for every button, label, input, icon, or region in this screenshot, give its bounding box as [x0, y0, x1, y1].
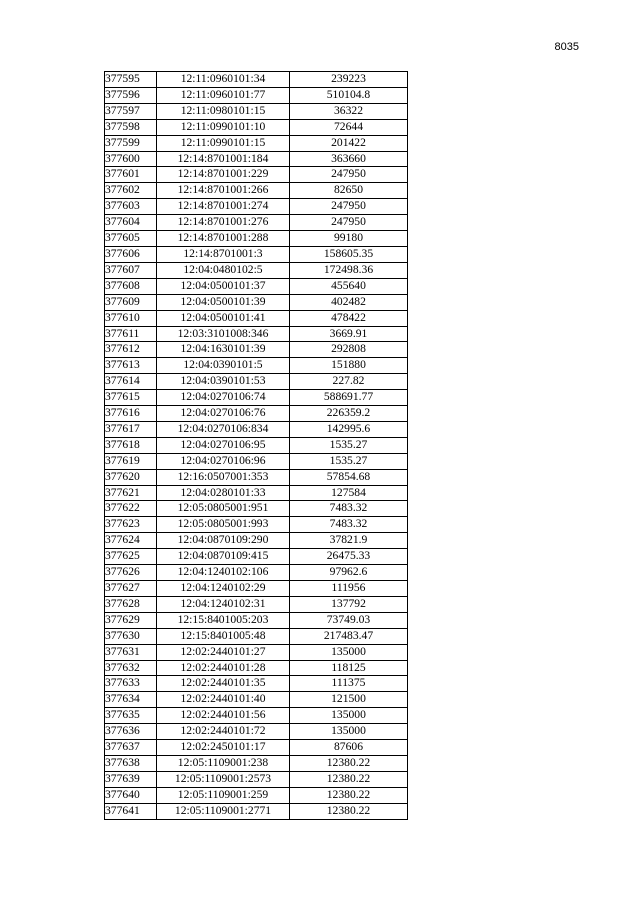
cadastral-number-cell: 12:04:0270106:95: [157, 437, 290, 453]
table-row: [105, 485, 408, 501]
record-id-cell: 377630: [105, 628, 157, 644]
table-row: [105, 326, 408, 342]
value-cell: 478422: [290, 310, 408, 326]
record-id-cell: 377636: [105, 724, 157, 740]
cadastral-number-cell: 12:02:2440101:28: [157, 660, 290, 676]
table-body: [105, 72, 408, 820]
table-row: [105, 660, 408, 676]
record-id-cell: 377599: [105, 135, 157, 151]
record-id-cell: 377600: [105, 151, 157, 167]
table-row: [105, 740, 408, 756]
value-cell: 121500: [290, 692, 408, 708]
value-cell: 127584: [290, 485, 408, 501]
cadastral-number-cell: 12:05:0805001:993: [157, 517, 290, 533]
value-cell: 137792: [290, 596, 408, 612]
value-cell: 455640: [290, 278, 408, 294]
value-cell: 111375: [290, 676, 408, 692]
record-id-cell: 377614: [105, 374, 157, 390]
record-id-cell: 377626: [105, 565, 157, 581]
cadastral-number-cell: 12:04:1240102:31: [157, 596, 290, 612]
table-row: [105, 215, 408, 231]
value-cell: 217483.47: [290, 628, 408, 644]
table-row: [105, 581, 408, 597]
cadastral-number-cell: 12:04:1240102:106: [157, 565, 290, 581]
table-row: [105, 612, 408, 628]
cadastral-number-cell: 12:02:2440101:40: [157, 692, 290, 708]
record-id-cell: 377637: [105, 740, 157, 756]
data-table: [104, 71, 408, 820]
table-row: [105, 771, 408, 787]
value-cell: 158605.35: [290, 246, 408, 262]
cadastral-number-cell: 12:14:8701001:184: [157, 151, 290, 167]
record-id-cell: 377602: [105, 183, 157, 199]
record-id-cell: 377601: [105, 167, 157, 183]
record-id-cell: 377603: [105, 199, 157, 215]
page-number: 8035: [554, 41, 579, 53]
record-id-cell: 377639: [105, 771, 157, 787]
value-cell: 12380.22: [290, 803, 408, 819]
cadastral-number-cell: 12:04:0390101:5: [157, 358, 290, 374]
value-cell: 26475.33: [290, 549, 408, 565]
value-cell: 201422: [290, 135, 408, 151]
table-row: [105, 119, 408, 135]
table-row: [105, 437, 408, 453]
cadastral-number-cell: 12:11:0990101:10: [157, 119, 290, 135]
record-id-cell: 377616: [105, 406, 157, 422]
record-id-cell: 377624: [105, 533, 157, 549]
record-id-cell: 377607: [105, 262, 157, 278]
cadastral-number-cell: 12:02:2450101:17: [157, 740, 290, 756]
value-cell: 57854.68: [290, 469, 408, 485]
table-row: [105, 278, 408, 294]
table-row: [105, 501, 408, 517]
cadastral-number-cell: 12:15:8401005:48: [157, 628, 290, 644]
cadastral-number-cell: 12:04:1240102:29: [157, 581, 290, 597]
record-id-cell: 377615: [105, 390, 157, 406]
cadastral-number-cell: 12:04:1630101:39: [157, 342, 290, 358]
table-row: [105, 676, 408, 692]
cadastral-number-cell: 12:04:0500101:41: [157, 310, 290, 326]
table-row: [105, 421, 408, 437]
table-row: [105, 692, 408, 708]
record-id-cell: 377622: [105, 501, 157, 517]
record-id-cell: 377634: [105, 692, 157, 708]
record-id-cell: 377628: [105, 596, 157, 612]
value-cell: 72644: [290, 119, 408, 135]
table-row: [105, 358, 408, 374]
table-row: [105, 803, 408, 819]
record-id-cell: 377618: [105, 437, 157, 453]
value-cell: 12380.22: [290, 755, 408, 771]
cadastral-number-cell: 12:04:0500101:37: [157, 278, 290, 294]
record-id-cell: 377625: [105, 549, 157, 565]
table-row: [105, 199, 408, 215]
cadastral-number-cell: 12:04:0390101:53: [157, 374, 290, 390]
record-id-cell: 377604: [105, 215, 157, 231]
table-row: [105, 517, 408, 533]
cadastral-number-cell: 12:14:8701001:3: [157, 246, 290, 262]
cadastral-number-cell: 12:04:0270106:834: [157, 421, 290, 437]
table-row: [105, 310, 408, 326]
cadastral-number-cell: 12:04:0270106:76: [157, 406, 290, 422]
value-cell: 363660: [290, 151, 408, 167]
value-cell: 3669.91: [290, 326, 408, 342]
cadastral-number-cell: 12:04:0500101:39: [157, 294, 290, 310]
cadastral-number-cell: 12:05:1109001:2573: [157, 771, 290, 787]
value-cell: 402482: [290, 294, 408, 310]
table-row: [105, 724, 408, 740]
cadastral-number-cell: 12:11:0960101:34: [157, 72, 290, 88]
cadastral-number-cell: 12:02:2440101:56: [157, 708, 290, 724]
record-id-cell: 377611: [105, 326, 157, 342]
value-cell: 7483.32: [290, 517, 408, 533]
record-id-cell: 377633: [105, 676, 157, 692]
record-id-cell: 377596: [105, 87, 157, 103]
value-cell: 111956: [290, 581, 408, 597]
table-row: [105, 294, 408, 310]
value-cell: 227.82: [290, 374, 408, 390]
table-row: [105, 755, 408, 771]
table-row: [105, 342, 408, 358]
value-cell: 97962.6: [290, 565, 408, 581]
value-cell: 1535.27: [290, 437, 408, 453]
cadastral-number-cell: 12:02:2440101:27: [157, 644, 290, 660]
record-id-cell: 377608: [105, 278, 157, 294]
record-id-cell: 377631: [105, 644, 157, 660]
table-row: [105, 628, 408, 644]
record-id-cell: 377641: [105, 803, 157, 819]
value-cell: 7483.32: [290, 501, 408, 517]
value-cell: 239223: [290, 72, 408, 88]
record-id-cell: 377609: [105, 294, 157, 310]
table-row: [105, 262, 408, 278]
value-cell: 12380.22: [290, 771, 408, 787]
record-id-cell: 377595: [105, 72, 157, 88]
cadastral-number-cell: 12:15:8401005:203: [157, 612, 290, 628]
value-cell: 99180: [290, 231, 408, 247]
cadastral-number-cell: 12:02:2440101:35: [157, 676, 290, 692]
cadastral-number-cell: 12:05:1109001:259: [157, 787, 290, 803]
cadastral-number-cell: 12:03:3101008:346: [157, 326, 290, 342]
record-id-cell: 377605: [105, 231, 157, 247]
cadastral-number-cell: 12:14:8701001:266: [157, 183, 290, 199]
table-row: [105, 374, 408, 390]
table-row: [105, 644, 408, 660]
record-id-cell: 377598: [105, 119, 157, 135]
value-cell: 37821.9: [290, 533, 408, 549]
value-cell: 151880: [290, 358, 408, 374]
record-id-cell: 377621: [105, 485, 157, 501]
value-cell: 292808: [290, 342, 408, 358]
table-row: [105, 787, 408, 803]
value-cell: 247950: [290, 167, 408, 183]
value-cell: 588691.77: [290, 390, 408, 406]
table-row: [105, 708, 408, 724]
cadastral-number-cell: 12:14:8701001:274: [157, 199, 290, 215]
table-row: [105, 135, 408, 151]
record-id-cell: 377597: [105, 103, 157, 119]
value-cell: 135000: [290, 708, 408, 724]
value-cell: 87606: [290, 740, 408, 756]
table-row: [105, 72, 408, 88]
table-row: [105, 533, 408, 549]
record-id-cell: 377619: [105, 453, 157, 469]
cadastral-number-cell: 12:05:0805001:951: [157, 501, 290, 517]
record-id-cell: 377638: [105, 755, 157, 771]
table-row: [105, 246, 408, 262]
cadastral-number-cell: 12:14:8701001:229: [157, 167, 290, 183]
record-id-cell: 377635: [105, 708, 157, 724]
cadastral-number-cell: 12:04:0270106:74: [157, 390, 290, 406]
table-row: [105, 167, 408, 183]
table-row: [105, 469, 408, 485]
record-id-cell: 377632: [105, 660, 157, 676]
record-id-cell: 377623: [105, 517, 157, 533]
cadastral-number-cell: 12:16:0507001:353: [157, 469, 290, 485]
table-row: [105, 453, 408, 469]
table-row: [105, 231, 408, 247]
table-row: [105, 565, 408, 581]
cadastral-number-cell: 12:04:0280101:33: [157, 485, 290, 501]
value-cell: 226359.2: [290, 406, 408, 422]
cadastral-number-cell: 12:14:8701001:288: [157, 231, 290, 247]
record-id-cell: 377610: [105, 310, 157, 326]
cadastral-number-cell: 12:05:1109001:238: [157, 755, 290, 771]
value-cell: 247950: [290, 199, 408, 215]
cadastral-number-cell: 12:11:0980101:15: [157, 103, 290, 119]
value-cell: 1535.27: [290, 453, 408, 469]
value-cell: 172498.36: [290, 262, 408, 278]
table-row: [105, 596, 408, 612]
cadastral-number-cell: 12:04:0480102:5: [157, 262, 290, 278]
value-cell: 142995.6: [290, 421, 408, 437]
cadastral-number-cell: 12:04:0870109:415: [157, 549, 290, 565]
value-cell: 135000: [290, 724, 408, 740]
value-cell: 36322: [290, 103, 408, 119]
record-id-cell: 377606: [105, 246, 157, 262]
cadastral-number-cell: 12:04:0870109:290: [157, 533, 290, 549]
value-cell: 12380.22: [290, 787, 408, 803]
value-cell: 135000: [290, 644, 408, 660]
record-id-cell: 377617: [105, 421, 157, 437]
cadastral-number-cell: 12:14:8701001:276: [157, 215, 290, 231]
value-cell: 82650: [290, 183, 408, 199]
cadastral-number-cell: 12:11:0990101:15: [157, 135, 290, 151]
table-row: [105, 390, 408, 406]
value-cell: 73749.03: [290, 612, 408, 628]
table-row: [105, 151, 408, 167]
table-row: [105, 549, 408, 565]
record-id-cell: 377629: [105, 612, 157, 628]
table-row: [105, 103, 408, 119]
table-row: [105, 183, 408, 199]
record-id-cell: 377612: [105, 342, 157, 358]
record-id-cell: 377640: [105, 787, 157, 803]
table-row: [105, 87, 408, 103]
record-id-cell: 377620: [105, 469, 157, 485]
table-row: [105, 406, 408, 422]
cadastral-number-cell: 12:05:1109001:2771: [157, 803, 290, 819]
cadastral-number-cell: 12:02:2440101:72: [157, 724, 290, 740]
record-id-cell: 377613: [105, 358, 157, 374]
record-id-cell: 377627: [105, 581, 157, 597]
value-cell: 118125: [290, 660, 408, 676]
value-cell: 510104.8: [290, 87, 408, 103]
cadastral-number-cell: 12:11:0960101:77: [157, 87, 290, 103]
value-cell: 247950: [290, 215, 408, 231]
cadastral-number-cell: 12:04:0270106:96: [157, 453, 290, 469]
